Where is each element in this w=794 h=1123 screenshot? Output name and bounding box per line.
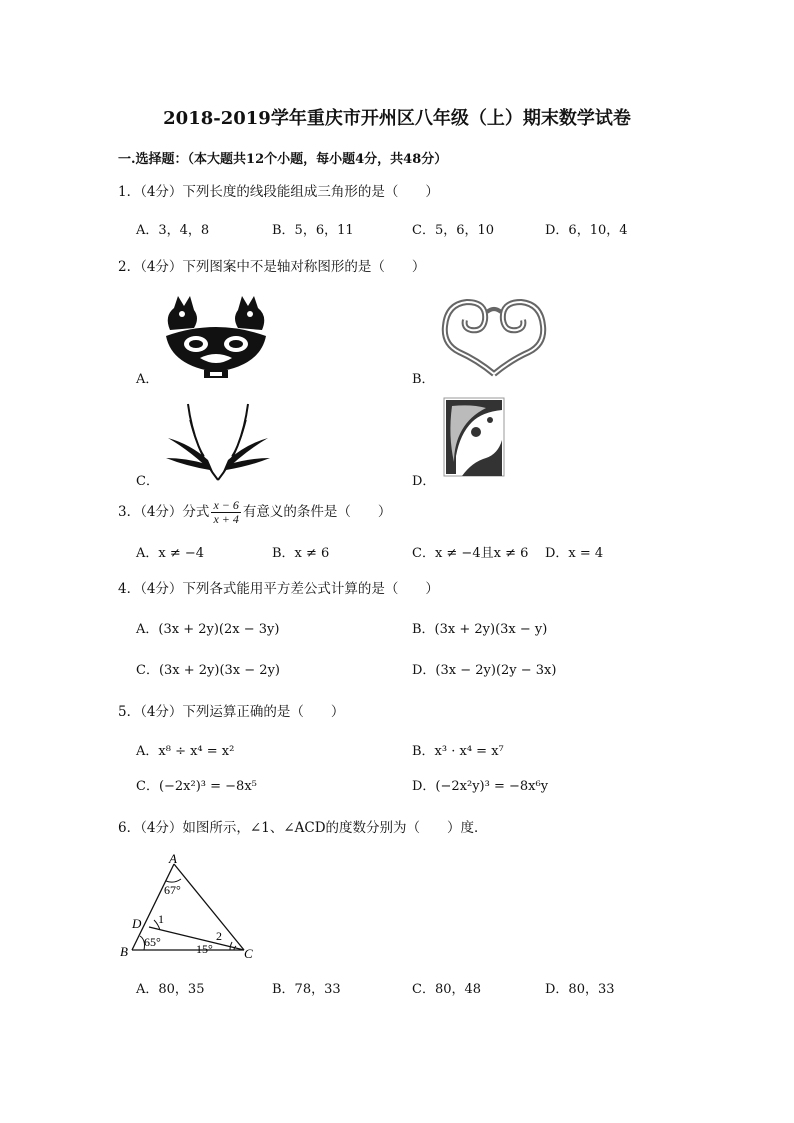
symmetric-leaves-image (164, 400, 272, 484)
q2-option-a[interactable]: A． (136, 372, 159, 387)
q3-stem-suffix: 有意义的条件是（ ） (242, 504, 392, 520)
q1-option-c[interactable]: C．5，6，10 (412, 223, 495, 238)
question-6-stem: 6．（4分）如图所示，∠1、∠ACD的度数分别为（ ）度． (118, 820, 488, 836)
q4-option-b[interactable]: B．(3x + 2y)(3x − y) (412, 622, 548, 637)
section-heading: 一.选择题：（本大题共12个小题，每小题4分，共48分） (118, 152, 448, 167)
q5-option-c[interactable]: C．(−2x²)³ = −8x⁵ (136, 779, 257, 794)
question-5-stem: 5．（4分）下列运算正确的是（ ） (118, 704, 345, 720)
question-1-stem: 1．（4分）下列长度的线段能组成三角形的是（ ） (118, 184, 439, 200)
q3-option-a[interactable]: A．x ≠ −4 (136, 546, 205, 561)
q3-option-c[interactable]: C．x ≠ −4且x ≠ 6 (412, 546, 529, 561)
q1-option-a[interactable]: A．3，4，8 (136, 223, 210, 238)
q2-option-d[interactable]: D． (412, 474, 436, 489)
q5-option-b[interactable]: B．x³ · x⁴ = x⁷ (412, 744, 504, 759)
vertex-b-label: B (120, 944, 128, 959)
q3-stem-prefix: 3．（4分）分式 (118, 504, 210, 520)
q5-option-a[interactable]: A．x⁸ ÷ x⁴ = x² (136, 744, 235, 759)
ruyi-cloud-image (437, 290, 551, 378)
q4-option-a[interactable]: A．(3x + 2y)(2x − 3y) (136, 622, 280, 637)
angle-c-label: 15° (196, 942, 213, 956)
vertex-d-label: D (132, 916, 142, 931)
q3-fraction-denominator: x + 4 (213, 512, 239, 526)
angle-b-label: 65° (144, 935, 161, 949)
angle-1-label: 1 (158, 912, 164, 926)
papercut-cats-image (160, 288, 272, 380)
question-2-stem: 2．（4分）下列图案中不是轴对称图形的是（ ） (118, 259, 426, 275)
q3-fraction (211, 499, 240, 526)
q2-option-b[interactable]: B． (412, 372, 435, 387)
angle-a-label: 67° (164, 883, 181, 897)
ornament-corner-image (442, 396, 506, 478)
q6-option-d[interactable]: D．80，33 (545, 982, 615, 997)
angle-2-label: 2 (216, 929, 222, 943)
vertex-a-label: A (169, 851, 177, 866)
q6-option-a[interactable]: A．80，35 (136, 982, 205, 997)
page-title: 2018-2019学年重庆市开州区八年级（上）期末数学试卷 (163, 108, 631, 129)
q2-option-c[interactable]: C． (136, 474, 159, 489)
question-3-stem (118, 499, 391, 526)
q3-option-b[interactable]: B．x ≠ 6 (272, 546, 330, 561)
q1-option-b[interactable]: B．5，6，11 (272, 223, 354, 238)
q6-option-b[interactable]: B．78，33 (272, 982, 341, 997)
vertex-c-label: C (244, 946, 253, 961)
q4-option-d[interactable]: D．(3x − 2y)(2y − 3x) (412, 663, 557, 678)
q6-option-c[interactable]: C．80，48 (412, 982, 482, 997)
q3-fraction-numerator: x − 6 (213, 498, 239, 512)
q1-option-d[interactable]: D．6，10，4 (545, 223, 628, 238)
side-ac (174, 864, 244, 950)
q3-option-d[interactable]: D．x = 4 (545, 546, 604, 561)
q4-option-c[interactable]: C．(3x + 2y)(3x − 2y) (136, 663, 280, 678)
q5-option-d[interactable]: D．(−2x²y)³ = −8x⁶y (412, 779, 549, 794)
question-4-stem: 4．（4分）下列各式能用平方差公式计算的是（ ） (118, 581, 439, 597)
triangle-figure (118, 850, 264, 962)
